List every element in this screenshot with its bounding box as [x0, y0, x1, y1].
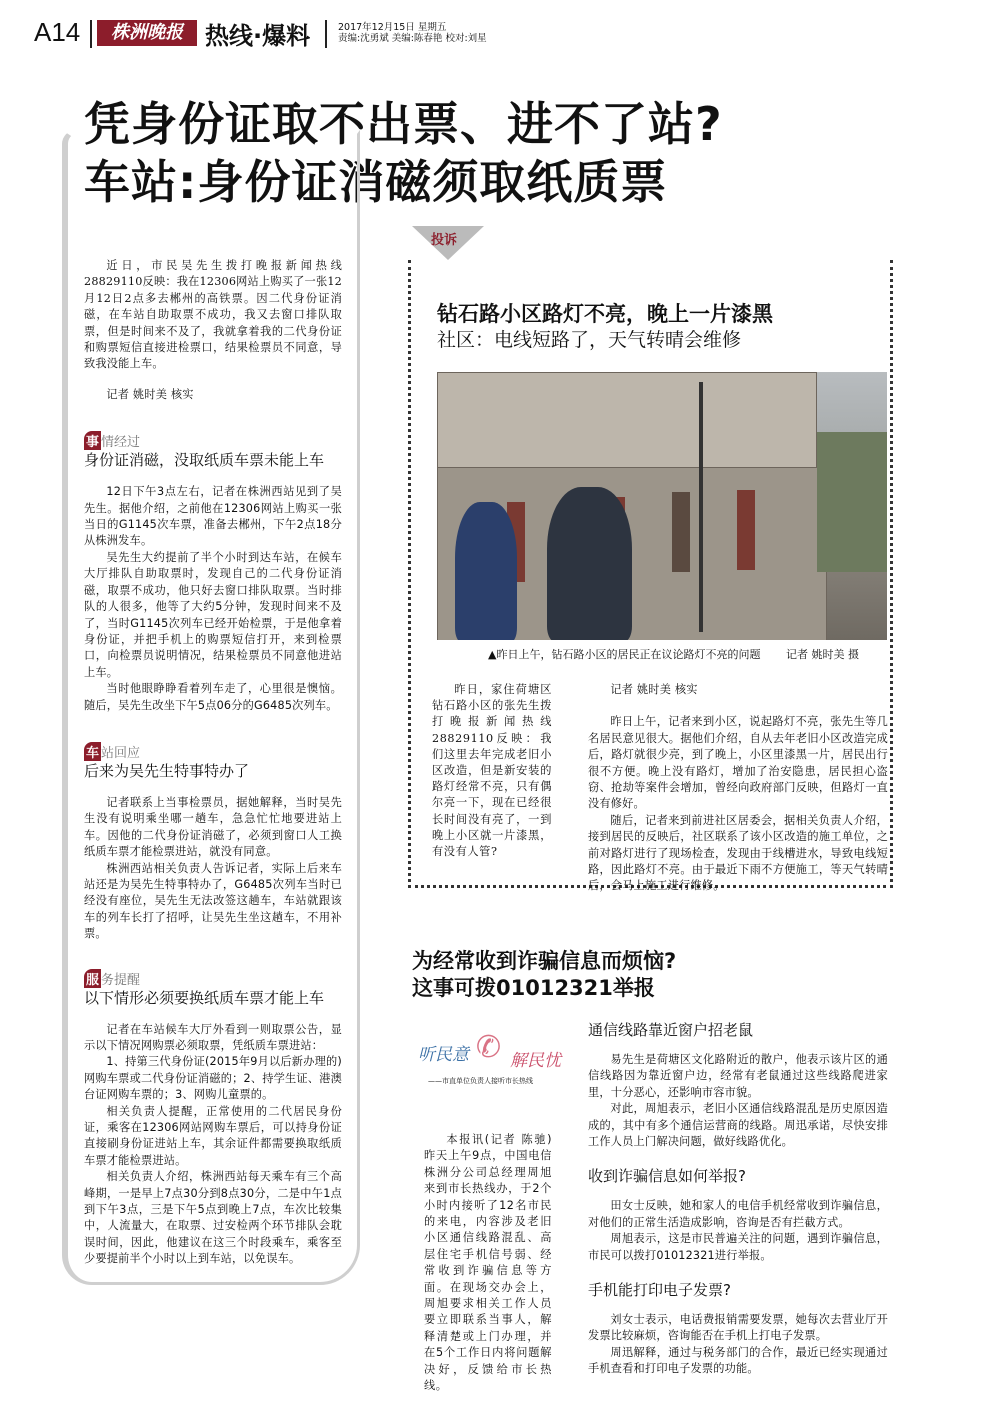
photo-caption-row	[488, 646, 859, 662]
tag-rest: 务提醒	[101, 972, 141, 988]
section-station-response	[84, 742, 342, 943]
masthead-logo: 株洲晚报	[97, 20, 197, 46]
telecom-body	[588, 1020, 888, 1378]
byline: 记者 姚时美 核实	[610, 683, 698, 696]
tag-lead: 服	[84, 969, 101, 988]
paragraph: 刘女士表示，电话费报销需要发票，她每次去营业厅开发票比较麻烦，咨询能否在手机上打电子发票。	[588, 1313, 888, 1343]
byline: 记者 姚时美 核实	[106, 387, 194, 401]
paragraph: 12日下午3点左右，记者在株洲西站见到了吴先生。据他介绍，之前他在12306网站上购买一张当日的G1145次车票，准备去郴州，下午2点18分从株洲发车。	[84, 485, 342, 548]
main-headline-2: 车站:身份证消磁须取纸质票	[84, 155, 668, 209]
photo-credit: 记者 姚时美 摄	[785, 648, 859, 661]
telecom-intro-box	[424, 1132, 552, 1395]
paragraph: 1、持第三代身份证(2015年9月以后新办理的)网购车票或二代身份证消磁的；2、持学生证、港澳台证网购车票的；3、网购儿童票的。	[84, 1055, 342, 1102]
complaint-label: 投诉	[431, 233, 458, 248]
phone-icon: ✆	[476, 1030, 502, 1065]
tag-rest: 站回应	[101, 745, 141, 761]
section-service-reminder	[84, 969, 342, 1268]
street-lamp	[699, 382, 703, 632]
telecom-headline-2: 这事可拨01012321举报	[412, 976, 655, 1000]
section-subhead: 后来为吴先生特事特办了	[84, 761, 250, 780]
paragraph: 株洲西站相关负责人告诉记者，实际上后来车站还是为吴先生特事特办了，G6485次列车当时已经没有座位，吴先生无法改签这趟车，车站就跟该车的列车长打了招呼，让吴先生坐这趟车，不用补票。	[84, 861, 342, 941]
resident-man	[547, 487, 632, 640]
telecom-subhead: 收到诈骗信息如何举报?	[588, 1167, 746, 1186]
paragraph: 随后，记者来到前进社区居委会，据相关负责人介绍，接到居民的反映后，社区联系了该小区改造的施工单位，之前对路灯进行了现场检查，发现由于线槽进水，导致电线短路，因此路灯不亮。由于最近下雨不方便施工，等天气转晴后，会马上施工进行维修。	[588, 813, 888, 893]
logo-text-left: 听民意	[418, 1045, 469, 1065]
paragraph: 当时他眼睁睁看着列车走了，心里很是懊恼。随后，吴先生改坐下午5点06分的G6485次列车。	[84, 682, 342, 712]
paragraph: 记者在车站候车大厅外看到一则取票公告，显示以下情况网购票必须取票，凭纸质车票进站：	[84, 1022, 342, 1052]
tag-lead: 车	[84, 742, 101, 761]
section-tag	[84, 969, 342, 988]
telecom-subhead: 通信线路靠近窗户招老鼠	[588, 1021, 754, 1039]
complaint-body	[588, 682, 888, 895]
door	[737, 490, 755, 570]
divider	[90, 20, 92, 48]
paragraph: 记者联系上当事检票员，据她解释，当时吴先生没有说明乘坐哪一趟车，急急忙忙地要进站上车。因他的二代身份证消磁了，必须到窗口人工换纸质车票才能检票进站，就没有同意。	[84, 795, 342, 859]
paragraph: 对此，周旭表示，老旧小区通信线路混乱是历史原因造成的，其中有多个通信运营商的线路。周迅承诺，尽快安排工作人员上门解决问题，做好线路优化。	[588, 1102, 888, 1149]
main-story-column	[84, 258, 342, 1268]
header-meta	[338, 22, 487, 44]
residents-photo	[437, 372, 887, 640]
section-subhead: 身份证消磁，没取纸质车票未能上车	[84, 451, 325, 470]
intro-paragraph: 近日，市民吴先生拨打晚报新闻热线28829110反映：我在12306网站上购买了一张12月12日2点多去郴州的高铁票。因二代身份证消磁，在车站自助取票不成功，我又去窗口排队取票，但是时间来不及了，我就拿着我的二代身份证和购票短信直接进检票口，结果检票员不同意，导致我没能上车。	[84, 259, 342, 371]
telecom-intro: 本报讯(记者 陈驰)昨天上午9点，中国电信株洲分公司总经理周旭来到市长热线办，于2个小时内接听了12名市民的来电，内容涉及老旧小区通信线路混乱、高层住宅手机信号弱、经常收到诈骗信息等方面。在现场交办会上，周旭要求相关工作人员要立即联系当事人，解释清楚或上门办理，并在5个工作日内将问题解决好，反馈给市长热线。	[424, 1133, 552, 1393]
paragraph: 相关负责人介绍，株洲西站每天乘车有三个高峰期，一是早上7点30分到8点30分，二是中午1点到下午3点，三是下午5点到晚上7点，车次比较集中，人流量大，在取票、过安检两个环节排队会耽误时间，因此，他建议在这三个时段乘车，乘客至少要提前半个小时以上到车站，以免误车。	[84, 1170, 342, 1266]
complaint-headline: 钻石路小区路灯不亮，晚上一片漆黑	[437, 302, 773, 326]
paragraph: 吴先生大约提前了半个小时到达车站，在候车大厅排队自助取票时，发现自己的二代身份证消磁，取票不成功，他只好去窗口排队取票。当时排队的人很多，他等了大约5分钟，发现时间来不及了，当时G1145次列车已经开始检票，于是他拿着身份证，并把手机上的购票短信打开，来到检票口，向检票员说明情况，结果检票员不同意他进站上车。	[84, 550, 342, 679]
photo-caption: ▲昨日上午，钻石路小区的居民正在议论路灯不亮的问题	[488, 648, 761, 661]
paragraph: 周旭表示，这是市民普遍关注的问题，遇到诈骗信息，市民可以拨打01012321进行举报。	[588, 1232, 888, 1262]
complaint-intro-box	[432, 682, 552, 860]
building	[437, 372, 817, 482]
paragraph: 周迅解释，通过与税务部门的合作，最近已经实现通过手机查看和打印电子发票的功能。	[588, 1345, 888, 1376]
logo-subtitle: ——市直单位负责人接听市长热线	[428, 1077, 533, 1085]
tag-lead: 事	[84, 431, 101, 450]
section-incident	[84, 431, 342, 714]
telecom-headline-1: 为经常收到诈骗信息而烦恼?	[412, 949, 677, 973]
main-headline-1: 凭身份证取不出票、进不了站?	[84, 97, 723, 151]
paragraph: 田女士反映，她和家人的电信手机经常收到诈骗信息，对他们的正常生活造成影响，咨询是否有拦截方式。	[588, 1199, 888, 1229]
door	[672, 492, 690, 572]
section-title: 热线·爆料	[205, 22, 311, 50]
tag-rest: 情经过	[101, 435, 141, 451]
section-tag	[84, 431, 342, 450]
paragraph: 昨日上午，记者来到小区，说起路灯不亮，张先生等几名居民意见很大。据他们介绍，自从去年老旧小区改造完成后，路灯就很少亮，到了晚上，小区里漆黑一片，居民出行很不方便。晚上没有路灯，增加了治安隐患，居民担心盗窃、抢劫等案件会增加，曾经向政府部门反映，但路灯一直没有修好。	[588, 715, 888, 811]
section-subhead: 以下情形必须要换纸质车票才能上车	[84, 988, 325, 1007]
editor-credits: 责编:沈勇斌 美编:陈春艳 校对:刘星	[338, 33, 487, 44]
page-number: A14	[34, 17, 81, 47]
tree	[817, 432, 887, 572]
complaint-subheadline: 社区：电线短路了，天气转晴会维修	[437, 329, 742, 351]
telecom-headline	[412, 948, 676, 1002]
paragraph: 易先生是荷塘区文化路附近的散户，他表示该片区的通信线路因为靠近窗户边，经常有老鼠通过这些线路爬进家里，十分恶心，还影响市容市貌。	[588, 1053, 888, 1099]
paragraph: 相关负责人提醒，正常使用的二代居民身份证，乘客在12306网站网购车票后，可以持身份证直接刷身份证进站上车，其余证件都需要换取纸质车票才能检票进站。	[84, 1104, 342, 1167]
resident-woman	[455, 502, 517, 640]
section-tag	[84, 742, 342, 761]
issue-date: 2017年12月15日 星期五	[338, 22, 447, 33]
telecom-subhead: 手机能打印电子发票?	[588, 1281, 731, 1300]
hotline-logo	[418, 1018, 588, 1093]
complaint-intro: 昨日，家住荷塘区钻石路小区的张先生拨打晚报新闻热线28829110反映：我们这里去年完成老旧小区改造，但是新安装的路灯经常不亮，只有偶尔亮一下，现在已经很长时间没有亮了，一到晚上小区就一片漆黑，有没有人管?	[432, 683, 552, 859]
divider	[325, 20, 327, 48]
logo-text-right: 解民忧	[510, 1051, 561, 1071]
